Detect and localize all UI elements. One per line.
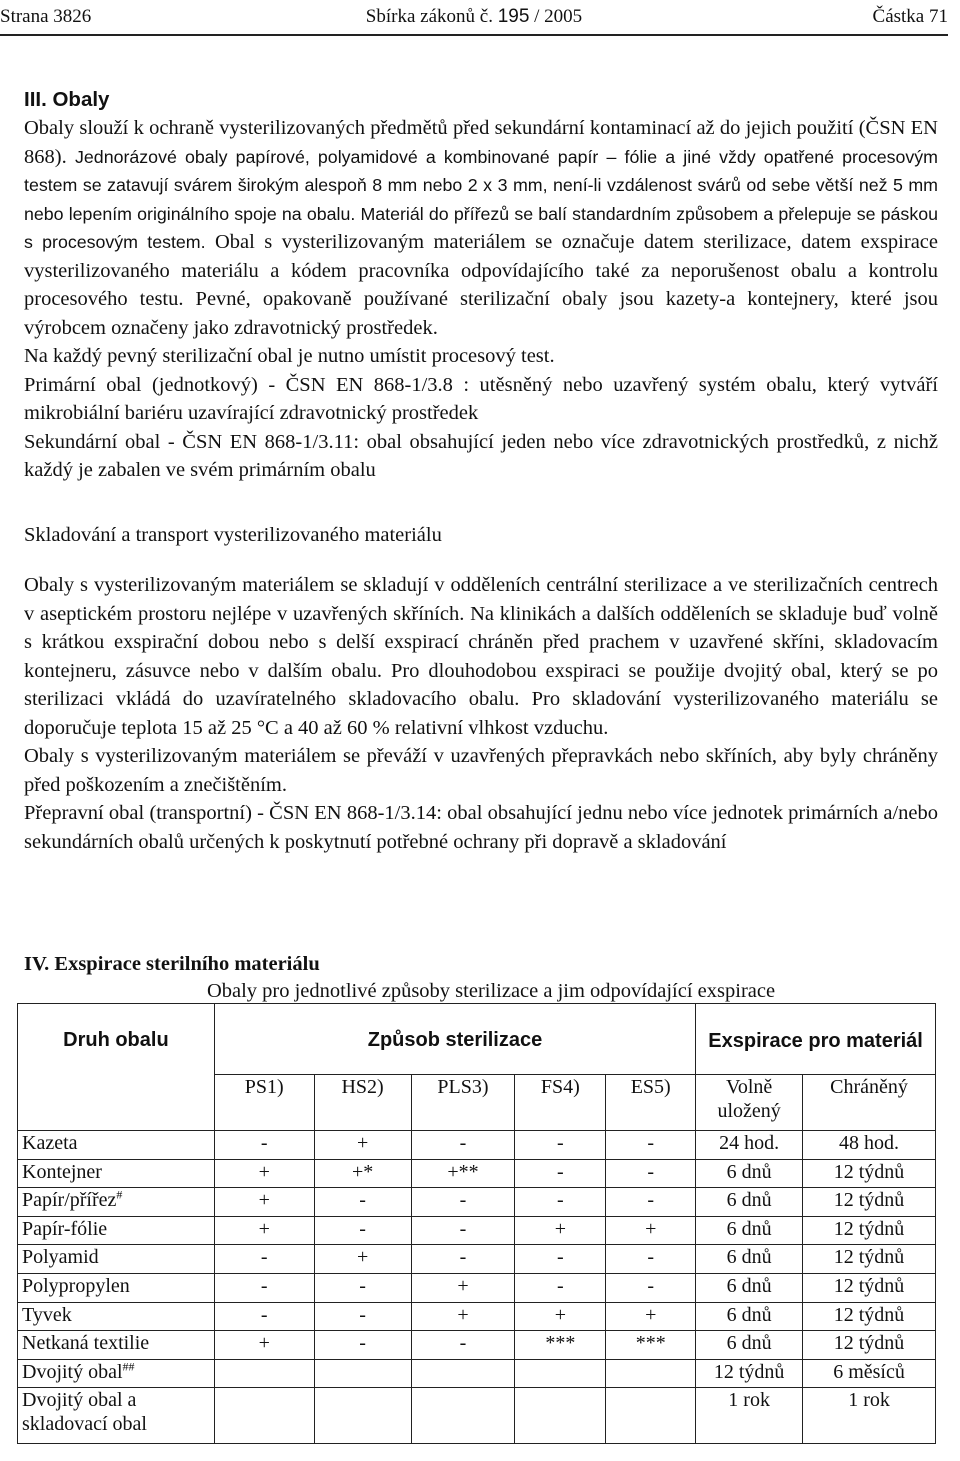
method-cell-4	[515, 1359, 606, 1388]
packaging-name: Papír/přířez#	[18, 1188, 215, 1217]
section-4-heading: IV. Exspirace sterilního materiálu	[24, 953, 320, 975]
part-number: Částka 71	[872, 6, 948, 27]
method-cell-1: -	[214, 1131, 314, 1160]
method-cell-4: +	[515, 1216, 606, 1245]
table-row	[18, 1273, 936, 1302]
method-cell-2: +	[314, 1131, 411, 1160]
table-row	[18, 1159, 936, 1188]
section-3-paragraph-1	[24, 114, 938, 342]
expiry-free-cell: 6 dnů	[696, 1159, 803, 1188]
method-cell-2	[314, 1359, 411, 1388]
spacer	[24, 485, 938, 521]
table-header-row	[18, 1004, 936, 1075]
table-row	[18, 1131, 936, 1160]
method-cell-1: +	[214, 1188, 314, 1217]
expiry-protected-cell: 12 týdnů	[803, 1273, 936, 1302]
method-cell-5: +	[606, 1216, 696, 1245]
law-number: 195	[497, 6, 530, 27]
method-cell-4	[515, 1388, 606, 1444]
expiry-free-cell: 6 dnů	[696, 1245, 803, 1274]
method-header-1: PS1)	[214, 1075, 314, 1131]
spacer	[24, 549, 938, 571]
method-cell-5: ***	[606, 1331, 696, 1360]
method-cell-5: -	[606, 1188, 696, 1217]
packaging-name: Netkaná textilie	[18, 1331, 215, 1360]
method-cell-5: -	[606, 1245, 696, 1274]
expiry-protected-cell: 12 týdnů	[803, 1216, 936, 1245]
section-3	[24, 86, 938, 856]
expiry-free-cell: 24 hod.	[696, 1131, 803, 1160]
table-row	[18, 1388, 936, 1444]
method-cell-5: -	[606, 1159, 696, 1188]
expiry-free-cell: 6 dnů	[696, 1302, 803, 1331]
method-header-3: PLS3)	[411, 1075, 515, 1131]
method-cell-4: +	[515, 1302, 606, 1331]
expiry-free-cell: 6 dnů	[696, 1331, 803, 1360]
expiry-free-header: Volně uložený	[696, 1075, 803, 1131]
method-cell-1: -	[214, 1273, 314, 1302]
p1-part-c: Obal s vysterilizovaným materiálem se označuje datem sterilizace, datem exspirace vysterilizovaného materiálu a kódem pracovníka odpovídajícího také za neporušenost obalu a kontrolu procesového testu. Pevné, opakovaně používané sterilizační obaly jsou kazety-a kontejnery, které jsou výrobcem označeny jako zdravotnický prostředek.	[24, 231, 938, 339]
method-cell-2	[314, 1388, 411, 1444]
expiry-protected-cell: 12 týdnů	[803, 1331, 936, 1360]
method-cell-1	[214, 1388, 314, 1444]
method-cell-3: +**	[411, 1159, 515, 1188]
transport-packaging-definition: Přepravní obal (transportní) - ČSN EN 868-1/3.14: obal obsahující jednu nebo více jednotek primárních a/nebo sekundárních obalů určených k poskytnutí potřebné ochrany při dopravě a skladování	[24, 802, 938, 853]
table-caption: Obaly pro jednotlivé způsoby sterilizace a jim odpovídající exspirace	[206, 980, 776, 1002]
expiry-free-cell: 6 dnů	[696, 1216, 803, 1245]
method-cell-1: +	[214, 1159, 314, 1188]
expiry-free-cell: 6 dnů	[696, 1188, 803, 1217]
method-cell-3: -	[411, 1131, 515, 1160]
header-divider	[0, 34, 948, 36]
section-3-heading: III. Obaly	[24, 88, 110, 111]
method-cell-4: -	[515, 1159, 606, 1188]
p1-part-b: Jednorázové obaly papírové, polyamidové a kombinované papír – fólie a jiné vždy opatřené procesovým testem se zatavují svárem širokým alespoň 8 mm nebo 2 x 3 mm, není-li vzdálenost svárů od sebe větší než 5 mm nebo lepením originálního spoje na obalu. Materiál do přířezů se balí standardním způsobem a přelepuje se páskou s procesovým testem.	[24, 146, 938, 252]
expiry-free-cell: 12 týdnů	[696, 1359, 803, 1388]
secondary-packaging-definition: Sekundární obal - ČSN EN 868-1/3.11: obal obsahující jeden nebo více zdravotnických prostředků, z nichž každý je zabalen ve svém primárním obalu	[24, 430, 938, 481]
method-cell-2: +	[314, 1245, 411, 1274]
method-cell-4: -	[515, 1188, 606, 1217]
method-cell-1: +	[214, 1331, 314, 1360]
method-cell-4: ***	[515, 1331, 606, 1360]
packaging-name: Papír-fólie	[18, 1216, 215, 1245]
section-3-paragraph-2: Na každý pevný sterilizační obal je nutno umístit procesový test.	[24, 345, 555, 367]
packaging-name: Kazeta	[18, 1131, 215, 1160]
law-year: / 2005	[534, 6, 583, 27]
table-row	[18, 1188, 936, 1217]
primary-packaging-definition: Primární obal (jednotkový) - ČSN EN 868-1/3.8 : utěsněný nebo uzavřený systém obalu, který vytváří mikrobiální bariéru uzavírající zdravotnický prostředek	[24, 373, 938, 424]
expiry-protected-cell: 6 měsíců	[803, 1359, 936, 1388]
table-row	[18, 1245, 936, 1274]
method-cell-5: -	[606, 1273, 696, 1302]
expiry-free-cell: 1 rok	[696, 1388, 803, 1444]
table-row	[18, 1302, 936, 1331]
method-header-2: HS2)	[314, 1075, 411, 1131]
method-cell-3: +	[411, 1273, 515, 1302]
packaging-name: Dvojitý obal a skladovací obal	[18, 1388, 215, 1444]
method-cell-3: +	[411, 1302, 515, 1331]
method-cell-4: -	[515, 1245, 606, 1274]
storage-paragraph-2: Obaly s vysterilizovaným materiálem se převáží v uzavřených přepravkách nebo skříních, aby byly chráněny před poškozením a znečištěním.	[24, 745, 938, 796]
method-cell-4: -	[515, 1273, 606, 1302]
method-cell-2: -	[314, 1216, 411, 1245]
method-cell-3: -	[411, 1216, 515, 1245]
method-cell-3	[411, 1388, 515, 1444]
section-4	[24, 950, 938, 1004]
method-cell-1: -	[214, 1245, 314, 1274]
method-cell-1: -	[214, 1302, 314, 1331]
storage-title: Skladování a transport vysterilizovaného materiálu	[24, 523, 442, 546]
footnote-mark: #	[116, 1187, 123, 1202]
page-header	[0, 6, 948, 28]
header-expiry: Exspirace pro materiál	[696, 1004, 936, 1075]
method-cell-1	[214, 1359, 314, 1388]
method-cell-5: +	[606, 1302, 696, 1331]
expiry-protected-header: Chráněný	[803, 1075, 936, 1131]
method-cell-3	[411, 1359, 515, 1388]
method-cell-3: -	[411, 1188, 515, 1217]
expiry-protected-cell: 12 týdnů	[803, 1245, 936, 1274]
collection-prefix: Sbírka zákonů č.	[365, 6, 493, 27]
method-cell-1: +	[214, 1216, 314, 1245]
method-cell-5	[606, 1388, 696, 1444]
method-cell-4: -	[515, 1131, 606, 1160]
expiry-free-cell: 6 dnů	[696, 1273, 803, 1302]
footnote-mark: ##	[122, 1359, 135, 1374]
collection-title	[0, 6, 948, 28]
method-cell-3: -	[411, 1245, 515, 1274]
packaging-name: Polypropylen	[18, 1273, 215, 1302]
expiry-protected-cell: 48 hod.	[803, 1131, 936, 1160]
p1-part-a: Obaly slouží k ochraně vysterilizovaných předmětů před sekundární kontaminací až do jejich použití (ČSN EN 868).	[24, 117, 938, 168]
storage-paragraph-1: Obaly s vysterilizovaným materiálem se skladují v odděleních centrální sterilizace a ve sterilizačních centrech v aseptickém prostoru nejlépe v uzavřených skříních. Na klinikách a dalších odděleních se skladuje buď volně s krátkou exspirační dobou nebo s delší exspirací chráněn před prachem v uzavřené skříni, skladovacím kontejneru, zásuvce nebo v dalším obalu. Pro dlouhodobou exspiraci se použije dvojitý obal, který se po sterilizaci vkládá do uzavíratelného skladovacího obalu. Pro skladování vysterilizovaného materiálu se doporučuje teplota 15 až 25 °C a 40 až 60 % relativní vlhkost vzduchu.	[24, 574, 938, 739]
page-number: Strana 3826	[0, 6, 92, 27]
method-cell-2: -	[314, 1331, 411, 1360]
method-cell-5: -	[606, 1131, 696, 1160]
method-cell-2: -	[314, 1302, 411, 1331]
method-header-4: FS4)	[515, 1075, 606, 1131]
method-cell-2: +*	[314, 1159, 411, 1188]
method-cell-5	[606, 1359, 696, 1388]
packaging-name: Dvojitý obal##	[18, 1359, 215, 1388]
packaging-name: Polyamid	[18, 1245, 215, 1274]
method-cell-2: -	[314, 1188, 411, 1217]
header-sterilization-method: Způsob sterilizace	[214, 1004, 695, 1075]
method-cell-2: -	[314, 1273, 411, 1302]
expiry-protected-cell: 12 týdnů	[803, 1188, 936, 1217]
expiry-table	[17, 1003, 936, 1444]
expiry-protected-cell: 12 týdnů	[803, 1302, 936, 1331]
table-row	[18, 1216, 936, 1245]
expiry-protected-cell: 1 rok	[803, 1388, 936, 1444]
expiry-protected-cell: 12 týdnů	[803, 1159, 936, 1188]
packaging-name: Tyvek	[18, 1302, 215, 1331]
table-row	[18, 1359, 936, 1388]
packaging-name: Kontejner	[18, 1159, 215, 1188]
method-header-5: ES5)	[606, 1075, 696, 1131]
method-cell-3: -	[411, 1331, 515, 1360]
header-packaging-type: Druh obalu	[18, 1004, 215, 1131]
table-row	[18, 1331, 936, 1360]
